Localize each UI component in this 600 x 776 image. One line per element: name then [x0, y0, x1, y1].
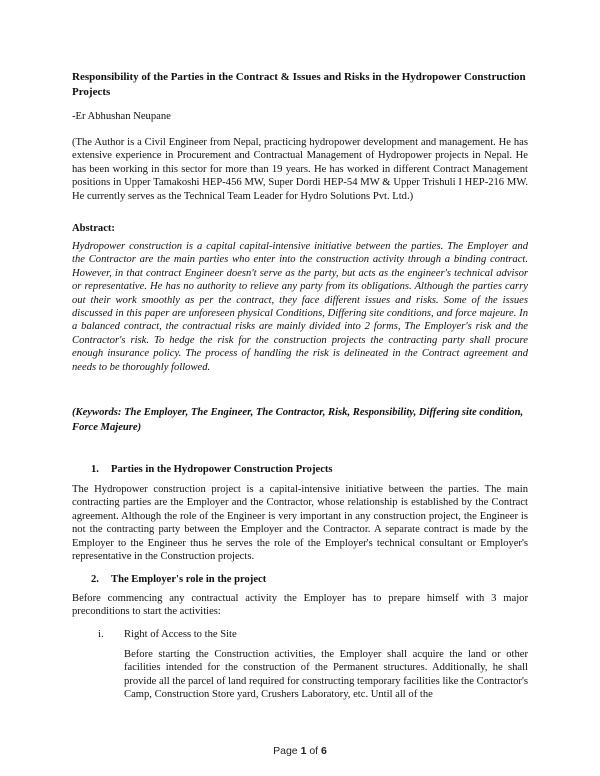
section-1-title: Parties in the Hydropower Construction Projects [111, 464, 333, 475]
section-2-body: Before commencing any contractual activity the Employer has to prepare himself with 3 major preconditions to start the activities: [72, 593, 528, 618]
abstract-heading: Abstract: [72, 223, 115, 234]
list-item-title: Right of Access to the Site [124, 629, 237, 640]
page-total: 6 [321, 745, 327, 757]
list-item-body: Before starting the Construction activities, the Employer shall acquire the land or other facilities intended for the construction of the Permanent structures. Additionally, he shall provide all the parcel of land required for constructing temporary facilities like the Contractor's Camp, Construction Store yard, Crushers Laboratory, etc. Until all of the [124, 649, 528, 701]
author-line: -Er Abhushan Neupane [72, 111, 171, 122]
page-current: 1 [300, 745, 307, 757]
section-1-body: The Hydropower construction project is a capital-intensive initiative between the parties. The main contracting parties are the Employer and the Contractor, whose relationship is established by the Contract agreement. Although the role of the Engineer is very important in any construction project, the Engineer is not the contracting party between the Employer and the Contractor. A separate contract is made by the Employer to the Engineer thus he serves the role of the Employer's technical consultant or Employer's representative in the Construction projects. [72, 484, 528, 563]
section-1-heading [91, 463, 528, 476]
list-item-number: i. [98, 629, 104, 640]
page-of: of [309, 745, 319, 757]
section-2-number: 2. [91, 574, 99, 585]
page-label: Page [273, 745, 298, 757]
abstract-body: Hydropower construction is a capital capital-intensive initiative between the parties. The Employer and the Contractor are the main parties who enter into the construction activity through a binding contract. However, in that contract Engineer doesn't serve as the party, but acts as the engineer's technical advisor or representative. He has no authority to relieve any party from its obligations. Although the parties carry out their work smoothly as per the contract, they face different issues and risks. Some of the issues discussed in this paper are unforeseen physical Conditions, Differing site conditions, and force majeure. In a balanced contract, the contractual risks are mainly divided into 2 forms, The Employer's risk and the Contractor's risk. To hedge the risk for the construction projects the contracting party shall procure enough insurance policy. The process of handling the risk is delineated in the Contract agreement and needs to be thoroughly followed. [72, 241, 528, 373]
keywords: (Keywords: The Employer, The Engineer, The Contractor, Risk, Responsibility, Differing site condition, Force Majeure) [72, 407, 524, 433]
list-item-heading [98, 628, 528, 641]
page-footer [0, 745, 600, 758]
section-2-title: The Employer's role in the project [111, 574, 267, 585]
author-bio: (The Author is a Civil Engineer from Nepal, practicing hydropower development and management. He has extensive experience in Procurement and Contractual Management of Hydropower projects in Nepal. He has been working in this sector for more than 19 years. He has worked in different Contract Management positions in Upper Tamakoshi HEP-456 MW, Super Dordi HEP-54 MW & Upper Trishuli I HEP-216 MW. He currently serves as the Technical Team Leader for Hydro Solutions Pvt. Ltd.) [72, 137, 528, 202]
section-1-number: 1. [91, 464, 99, 475]
section-2-heading [91, 573, 528, 586]
document-title: Responsibility of the Parties in the Contract & Issues and Risks in the Hydropower Construction Projects [72, 71, 526, 98]
